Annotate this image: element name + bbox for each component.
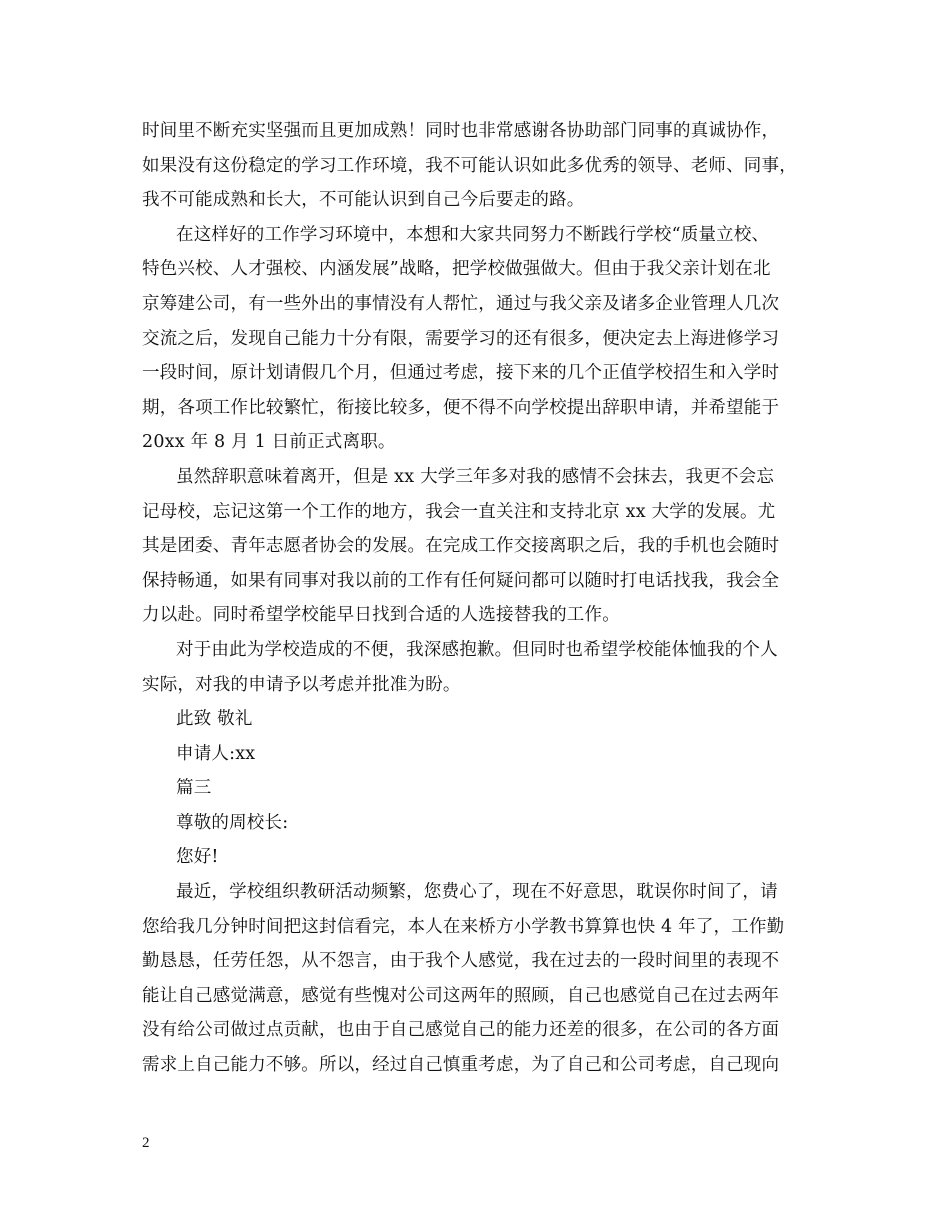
text-line: 期，各项工作比较繁忙，衔接比较多，便不得不向学校提出辞职申请，并希望能于 [142, 397, 780, 418]
greeting-line: 您好! [176, 847, 219, 868]
page-number: 2 [142, 1135, 150, 1151]
text-line: 时间里不断充实坚强而且更加成熟！同时也非常感谢各协助部门同事的真诚协作， [142, 121, 780, 141]
text-line: 如果没有这份稳定的学习工作环境，我不可能认识如此多优秀的领导、老师、同事， [142, 155, 797, 176]
text-line: 我不可能成熟和长大，不可能认识到自己今后要走的路。 [142, 190, 585, 211]
text-line: 保持畅通，如果有同事对我以前的工作有任何疑问都可以随时打电话找我，我会全 [142, 570, 780, 591]
signature-line: 申请人:xx [176, 743, 256, 764]
text-line: 没有给公司做过点贡献，也由于自己感觉自己的能力还差的很多，在公司的各方面 [142, 1020, 780, 1041]
text-line: 其是团委、青年志愿者协会的发展。在完成工作交接离职之后，我的手机也会随时 [142, 536, 780, 557]
text-line: 您给我几分钟时间把这封信看完，本人在来桥方小学教书算算也快 4 年了，工作勤 [142, 916, 785, 937]
text-line: 实际，对我的申请予以考虑并批准为盼。 [142, 674, 461, 695]
text-line: 记母校，忘记这第一个工作的地方，我会一直关注和支持北京 xx 大学的发展。尤 [142, 501, 776, 522]
text-line: 京筹建公司，有一些外出的事情没有人帮忙，通过与我父亲及诸多企业管理人几次 [142, 293, 780, 314]
text-line: 一段时间，原计划请假几个月，但通过考虑，接下来的几个正值学校招生和入学时 [142, 363, 780, 384]
greeting-line: 尊敬的周校长: [176, 812, 289, 833]
text-line: 虽然辞职意味着离开，但是 xx 大学三年多对我的感情不会抹去，我更不会忘 [176, 466, 775, 487]
text-line: 能让自己感觉满意，感觉有些愧对公司这两年的照顾，自己也感觉自己在过去两年 [142, 985, 780, 1006]
text-line: 在这样好的工作学习环境中，本想和大家共同努力不断践行学校“质量立校、 [176, 224, 770, 245]
text-line: 特色兴校、人才强校、内涵发展”战略，把学校做强做大。但由于我父亲计划在北 [142, 259, 771, 280]
section-heading: 篇三 [176, 778, 212, 799]
text-line: 需求上自己能力不够。所以，经过自己慎重考虑，为了自己和公司考虑，自己现向 [142, 1055, 780, 1076]
text-line: 最近，学校组织教研活动频繁，您费心了，现在不好意思，耽误你时间了，请 [176, 882, 778, 903]
text-line: 20xx 年 8 月 1 日前正式离职。 [142, 432, 396, 453]
document-body [142, 114, 824, 1083]
text-line: 勤恳恳，任劳任怨，从不怨言，由于我个人感觉，我在过去的一段时间里的表现不 [142, 951, 780, 972]
text-line: 对于由此为学校造成的不便，我深感抱歉。但同时也希望学校能体恤我的个人 [176, 639, 778, 660]
closing-salutation: 此致 敬礼 [176, 709, 253, 730]
text-line: 力以赴。同时希望学校能早日找到合适的人选接替我的工作。 [142, 605, 620, 626]
text-line: 交流之后，发现自己能力十分有限，需要学习的还有很多，便决定去上海进修学习 [142, 328, 780, 349]
